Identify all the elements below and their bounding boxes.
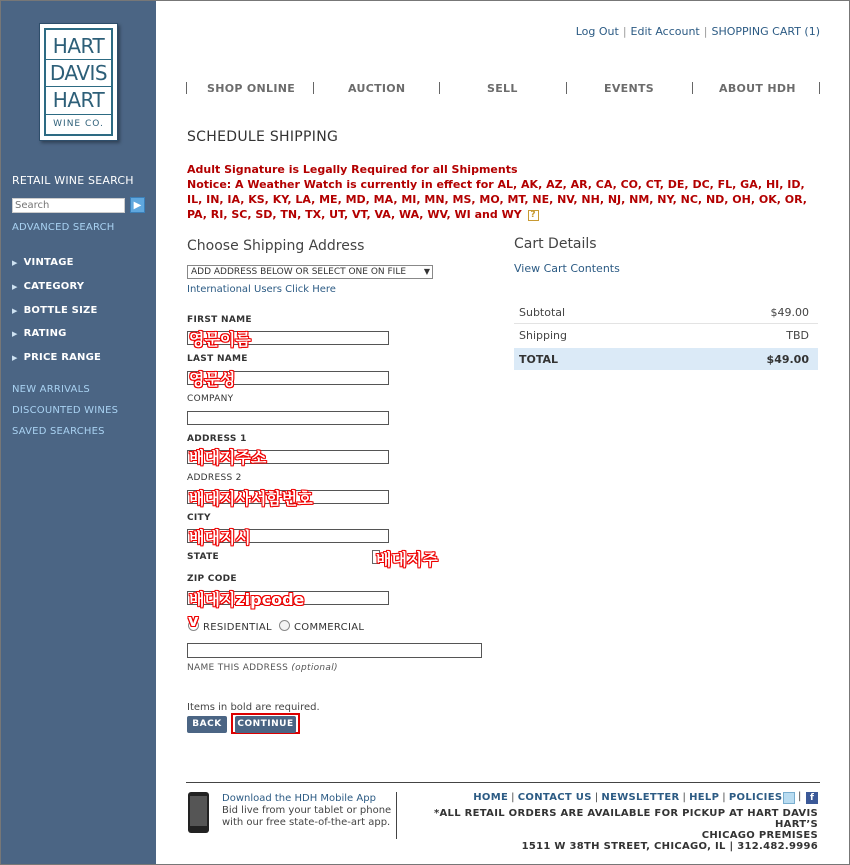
footer-links: HOME | CONTACT US | NEWSLETTER | HELP | POLICIES [473,792,783,803]
logo-line-1: HART [52,34,105,58]
mobile-app-link[interactable]: Download the HDH Mobile App [222,793,376,804]
shopping-cart-link[interactable]: SHOPPING CART (1) [711,25,820,38]
adult-signature-notice: Adult Signature is Legally Required for all Shipments [187,163,518,176]
sidebar-item-bottle-size[interactable]: ▶ BOTTLE SIZE [12,305,98,316]
nav-about-hdh[interactable]: ABOUT HDH [719,82,796,95]
page-title: SCHEDULE SHIPPING [187,129,339,145]
weather-watch-notice: Notice: A Weather Watch is currently in effect for AL, AK, AZ, AR, CA, CO, CT, DE, DC, FL, GA, HI, ID, IL, IN, IA, KS, KY, LA, ME, MD, MA, MI, MN, MS, MO, MT, NE, NV, NH, NJ, NM, NY, NC, ND, OH, OK, OR, PA, RI, SC, SD, TN, TX, UT, VT, VA, WA, WV, WI and WY ? [187,178,807,221]
footer-link-newsletter[interactable]: NEWSLETTER [601,792,680,803]
name-this-address-label: NAME THIS ADDRESS (optional) [187,663,338,673]
dropdown-arrow-icon: ▼ [423,267,430,276]
annotation-address2: 배대지사서함번호 [189,489,313,508]
nav-auction[interactable]: AUCTION [348,82,406,95]
residential-label: RESIDENTIAL [203,622,272,633]
logo-line-2: DAVIS [49,61,108,85]
play-arrow-icon[interactable]: ▶ [130,197,145,213]
annotation-zip: 배대지zipcode [189,590,305,609]
commercial-radio[interactable] [279,620,290,631]
triangle-right-icon: ▶ [12,283,18,291]
first-name-label: FIRST NAME [187,315,252,325]
continue-button[interactable]: CONTINUE [235,716,296,733]
retail-wine-search-title: RETAIL WINE SEARCH [12,174,134,187]
logo-line-4: WINE CO. [53,119,104,129]
sidebar-link-discounted-wines[interactable]: DISCOUNTED WINES [12,405,119,416]
edit-account-link[interactable]: Edit Account [630,25,700,38]
sidebar-item-vintage[interactable]: ▶ VINTAGE [12,257,74,268]
annotation-state: 배대지주 [376,550,438,569]
commercial-label: COMMERCIAL [294,622,365,633]
choose-address-title: Choose Shipping Address [187,238,365,254]
main-nav [186,82,820,96]
triangle-right-icon: ▶ [12,307,18,315]
required-note: Items in bold are required. [187,702,320,713]
social-separator: | [798,791,802,802]
address2-label: ADDRESS 2 [187,473,242,483]
state-label: STATE [187,552,219,562]
footer-link-contact[interactable]: CONTACT US [517,792,592,803]
sidebar-item-price-range[interactable]: ▶ PRICE RANGE [12,352,102,363]
zip-code-label: ZIP CODE [187,574,237,584]
annotation-last-name: 영문성 [189,370,236,389]
cart-total-row [514,348,818,370]
sidebar-link-saved-searches[interactable]: SAVED SEARCHES [12,426,105,437]
sidebar-search-input[interactable] [12,198,125,213]
mobile-app-promo: Download the HDH Mobile App Bid live from your tablet or phone with our free state-of-the-art app. [222,793,392,828]
triangle-right-icon: ▶ [12,259,18,267]
city-label: CITY [187,513,211,523]
footer-divider [186,782,820,783]
address1-label: ADDRESS 1 [187,434,247,444]
nav-events[interactable]: EVENTS [604,82,654,95]
cart-details-title: Cart Details [514,236,597,252]
subtotal-label: Subtotal [519,306,566,319]
footer-link-home[interactable]: HOME [473,792,509,803]
company-field[interactable] [187,411,389,425]
company-label: COMPANY [187,394,234,404]
view-cart-contents-link[interactable]: View Cart Contents [514,262,620,275]
annotation-city: 배대지시 [189,528,251,547]
total-label: TOTAL [519,353,559,366]
facebook-icon[interactable]: f [806,792,818,804]
name-this-address-field[interactable] [187,643,482,658]
help-icon[interactable]: ? [528,210,539,221]
hart-davis-hart-logo[interactable] [39,23,118,141]
nav-sell[interactable]: SELL [487,82,518,95]
logout-link[interactable]: Log Out [575,25,619,38]
shipping-notice [187,162,817,222]
mobile-phone-icon [188,792,209,833]
sidebar-link-new-arrivals[interactable]: NEW ARRIVALS [12,384,90,395]
shipping-value: TBD [786,329,809,342]
footer-link-help[interactable]: HELP [689,792,720,803]
sidebar-item-rating[interactable]: ▶ RATING [12,328,67,339]
international-users-link[interactable]: International Users Click Here [187,284,336,295]
cart-shipping-row [514,324,818,346]
annotation-address1: 배대지주소 [189,448,267,467]
twitter-icon[interactable] [783,792,795,804]
sidebar-item-category[interactable]: ▶ CATEGORY [12,281,85,292]
account-links: Log Out | Edit Account | SHOPPING CART (1) [575,25,820,38]
last-name-label: LAST NAME [187,354,248,364]
annotation-residential-check: v [188,611,199,630]
back-button[interactable]: BACK [187,716,227,733]
advanced-search-link[interactable]: ADVANCED SEARCH [12,222,115,233]
nav-shop-online[interactable]: SHOP ONLINE [207,82,296,95]
annotation-first-name: 영문이름 [189,330,251,349]
address-select[interactable]: ADD ADDRESS BELOW OR SELECT ONE ON FILE ▼ [187,265,433,279]
pickup-address: *ALL RETAIL ORDERS ARE AVAILABLE FOR PICKUP AT HART DAVIS HART’S CHICAGO PREMISES 1511 W 38TH STREET, CHICAGO, IL | 312.482.9996 [433,808,818,852]
cart-subtotal-row [514,301,818,323]
subtotal-value: $49.00 [770,306,809,319]
sidebar [1,1,156,864]
total-value: $49.00 [766,353,809,366]
logo-line-3: HART [52,88,105,112]
footer-link-policies[interactable]: POLICIES [728,792,783,803]
shipping-label: Shipping [519,329,567,342]
triangle-right-icon: ▶ [12,354,18,362]
triangle-right-icon: ▶ [12,330,18,338]
footer-vertical-divider [396,792,397,839]
